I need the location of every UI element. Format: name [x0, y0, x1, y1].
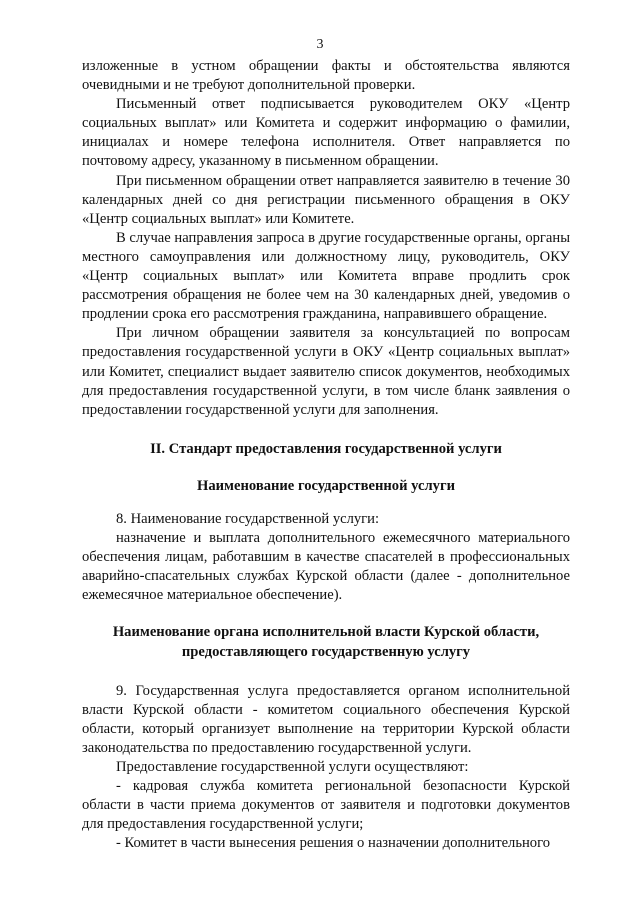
- provision-item-hr-service: - кадровая служба комитета региональной безопасности Курской области в части приема документов от заявителя и подготовки документов для предоставления государственной услуги;: [82, 778, 570, 833]
- paragraph-continuation: изложенные в устном обращении факты и обстоятельства являются очевидными и не требуют дополнительной проверки.: [82, 58, 570, 94]
- paragraph-deadline-extension: В случае направления запроса в другие государственные органы, органы местного самоуправления или должностному лицу, руководитель, ОКУ «Центр социальных выплат» или Комитета вправе продлить срок рассмотрения обращения не более чем на 30 календарных дней, уведомив о продлении срока его рассмотрения гражданина, направившего обращение.: [82, 229, 570, 323]
- subheading-authority-line1: Наименование органа исполнительной власти Курской области,: [112, 624, 540, 641]
- item-8-title: 8. Наименование государственной услуги:: [116, 510, 380, 527]
- paragraph-personal-consultation: При личном обращении заявителя за консультацией по вопросам предоставления государственной услуги в ОКУ «Центр социальных выплат» или Комитет, специалист выдает заявителю список документов, необходимых для предоставления государственной услуги, в том числе бланк заявления о предоставлении государственной услуги для заполнения.: [82, 325, 570, 418]
- document-body: [82, 57, 570, 853]
- item-9-text: 9. Государственная услуга предоставляется органом исполнительной власти Курской области - комитетом социального обеспечения Курской области, который организует выполнение на территории Курской области законодательства по предоставлению государственной услуги.: [82, 682, 570, 756]
- item-8-text: назначение и выплата дополнительного ежемесячного материального обеспечения лицам, работавшим в качестве спасателей в профессиональных аварийно-спасательных службах Курской области (далее - дополнительное ежемесячное материальное обеспечение).: [82, 530, 570, 604]
- section-heading: II. Стандарт предоставления государственной услуги: [150, 440, 502, 457]
- provision-intro: Предоставление государственной услуги осуществляют:: [116, 759, 469, 775]
- paragraph-reply-deadline: При письменном обращении ответ направляется заявителю в течение 30 календарных дней со дня регистрации письменного обращения в ОКУ «Центр социальных выплат» или Комитете.: [82, 172, 570, 227]
- page-number: 3: [316, 37, 324, 52]
- subheading-authority-line2: предоставляющего государственную услугу: [181, 643, 471, 660]
- provision-item-committee: - Комитет в части вынесения решения о назначении дополнительного: [116, 835, 551, 852]
- paragraph-written-reply: Письменный ответ подписывается руководителем ОКУ «Центр социальных выплат» или Комитета и содержит информацию о фамилии, инициалах и номере телефона исполнителя. Ответ направляется по почтовому адресу, указанному в письменном обращении.: [82, 96, 570, 170]
- subheading-service-name: Наименование государственной услуги: [197, 477, 455, 494]
